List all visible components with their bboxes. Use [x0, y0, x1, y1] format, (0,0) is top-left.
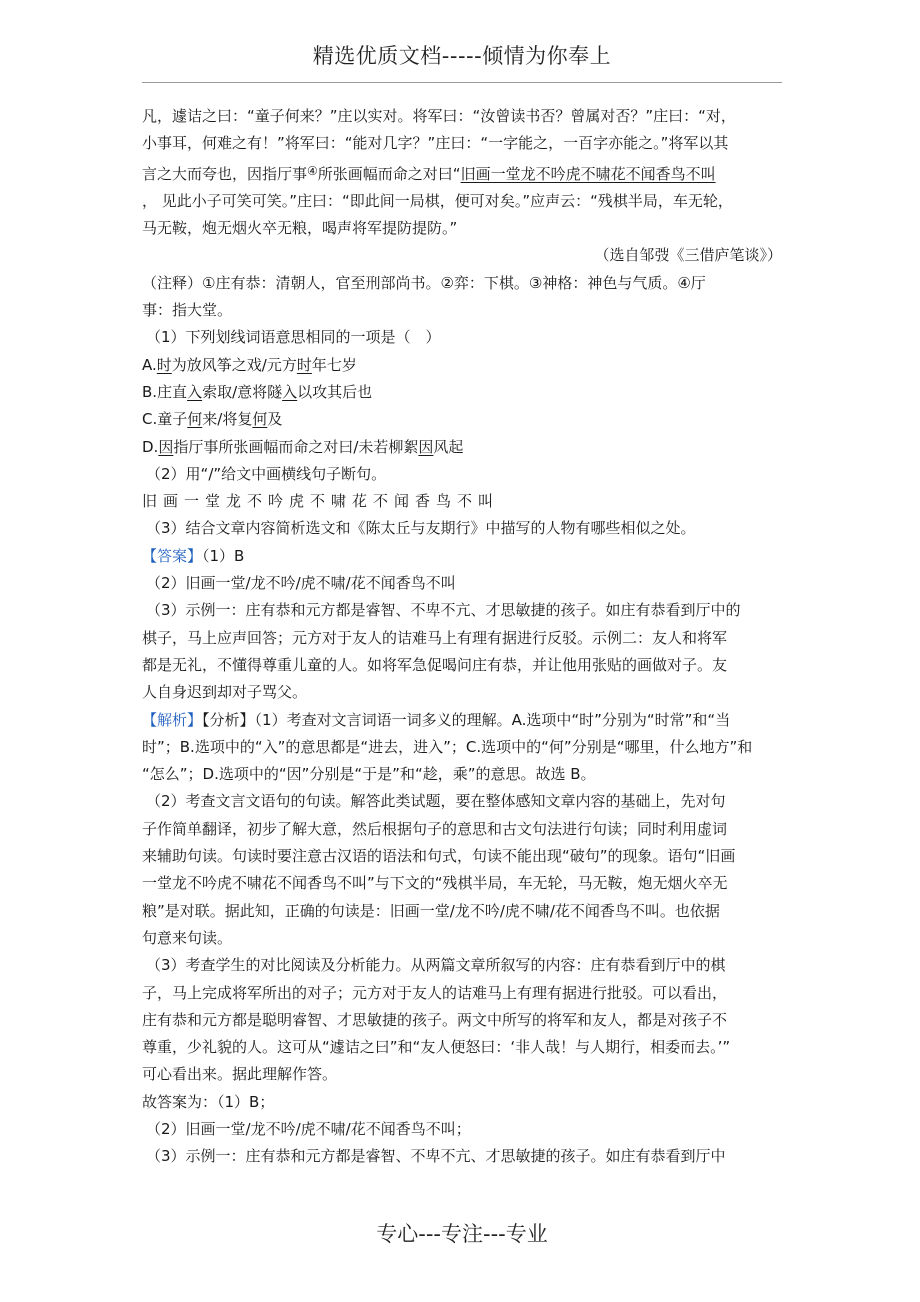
- option-d: D.因指厅事所张画幅而命之对曰/未若柳絮因风起: [142, 437, 464, 456]
- story-line: 凡，遽诘之曰：“童子何来？”庄以实对。将军曰：“汝曾读书否？曾属对否？”庄曰：“对，: [142, 107, 736, 125]
- analysis-line: 子，马上完成将军所出的对子；元方对于友人的诘难马上有理有据进行批驳。可以看出，: [142, 983, 728, 1002]
- analysis-line: 庄有恭和元方都是聪明睿智、才思敏捷的孩子。两文中所写的将军和友人，都是对孩子不: [142, 1010, 728, 1029]
- option-a: A.时为放风筝之戏/元方时年七岁: [142, 355, 357, 374]
- final-answer-line: （3）示例一：庄有恭和元方都是睿智、不卑不亢、才思敏捷的孩子。如庄有恭看到厅中: [146, 1147, 726, 1166]
- analysis-line: 【解析】【分析】（1）考查对文言词语一词多义的理解。A.选项中“时”分别为“时常”和“当: [142, 710, 731, 729]
- analysis-subtag: 【分析】: [202, 710, 255, 729]
- analysis-line: 子作简单翻译，初步了解大意，然后根据句子的意思和古文句法进行句读；同时利用虚词: [142, 819, 728, 838]
- notes-line: （注释）①庄有恭：清朝人，官至刑部尚书。②弈：下棋。③神格：神色与气质。④厅: [142, 273, 706, 292]
- analysis-tag: 【解析】: [142, 710, 203, 729]
- answer-tag: 【答案】: [142, 546, 203, 565]
- notes-line: 事：指大堂。: [142, 301, 233, 320]
- underlined-sentence: 旧画一堂龙不吟虎不啸花不闻香鸟不叫: [460, 164, 716, 183]
- answer-line: 人自身迟到却对子骂父。: [142, 683, 308, 702]
- answer-line: 棋子，马上应声回答；元方对于友人的诘难马上有理有据进行反驳。示例二：友人和将军: [142, 628, 728, 647]
- final-answer-line: 故答案为：（1）B；: [142, 1092, 275, 1111]
- analysis-line: （2）考查文言文语句的句读。解答此类试题，要在整体感知文章内容的基础上，先对句: [146, 792, 726, 811]
- analysis-line: 时”；B.选项中的“入”的意思都是“进去，进入”；C.选项中的“何”分别是“哪里，什么地方”和: [142, 737, 753, 756]
- header-divider: [142, 82, 782, 83]
- question-2: （2）用“/”给文中画横线句子断句。: [146, 464, 387, 483]
- analysis-line: 尊重，少礼貌的人。这可从“遽诘之曰”和“友人便怒曰：‘非人哉！与人期行，相委而去。’”: [142, 1038, 731, 1057]
- document-body: [142, 103, 782, 1171]
- analysis-line: “怎么”；D.选项中的“因”分别是“于是”和“趁，乘”的意思。故选 B。: [142, 765, 596, 784]
- footnote-marker: ④: [307, 163, 318, 178]
- answer-line: （3）示例一：庄有恭和元方都是睿智、不卑不亢、才思敏捷的孩子。如庄有恭看到厅中的: [146, 601, 741, 620]
- analysis-line: 可心看出来。据此理解作答。: [142, 1065, 338, 1084]
- source-citation: （选自邹弢《三借庐笔谈》）: [594, 246, 782, 265]
- analysis-line: 一堂龙不吟虎不啸花不闻香鸟不叫”与下文的“残棋半局，车无轮，马无鞍，炮无烟火卒无: [142, 874, 728, 893]
- analysis-line: 句意来句读。: [142, 928, 233, 947]
- analysis-line: 粮”是对联。据此知，正确的句读是：旧画一堂/龙不吟/虎不啸/花不闻香鸟不叫。也依据: [142, 901, 720, 920]
- story-line: 马无鞍，炮无烟火卒无粮，喝声将军提防提防。”: [142, 219, 458, 238]
- answer-line: 都是无礼，不懂得尊重儿童的人。如将军急促喝问庄有恭，并让他用张贴的画做对子。友: [142, 655, 728, 674]
- answer-line: （2）旧画一堂/龙不吟/虎不啸/花不闻香鸟不叫: [146, 574, 456, 593]
- analysis-line: 来辅助句读。句读时要注意古汉语的语法和句式，句读不能出现“破句”的现象。语句“旧画: [142, 847, 736, 866]
- question-3: （3）结合文章内容简析选文和《陈太丘与友期行》中描写的人物有哪些相似之处。: [146, 519, 696, 538]
- option-b: B.庄直入索取/意将隧入以攻其后也: [142, 382, 373, 401]
- analysis-line: （3）考查学生的对比阅读及分析能力。从两篇文章所叙写的内容：庄有恭看到厅中的棋: [146, 956, 726, 975]
- story-line: ， 见此小子可笑可笑。”庄曰：“即此间一局棋，便可对矣。”应声云：“残棋半局，车无轮，: [142, 191, 733, 210]
- story-line: 小事耳，何难之有！”将军曰：“能对几字？”庄曰：“一字能之，一百字亦能之。”将军以其: [142, 134, 729, 153]
- question-2-sentence: 旧画一堂龙不吟虎不啸花不闻香鸟不叫: [142, 492, 500, 511]
- answer-line: 【答案】（1）B: [142, 546, 245, 565]
- page-footer: 专心---专注---专业: [376, 1222, 548, 1246]
- question-1: （1）下列划线词语意思相同的一项是（ ）: [146, 328, 441, 347]
- final-answer-line: （2）旧画一堂/龙不吟/虎不啸/花不闻香鸟不叫；: [146, 1119, 471, 1138]
- page-header: 精选优质文档-----倾情为你奉上: [312, 44, 612, 68]
- option-c: C.童子何来/将复何及: [142, 410, 283, 429]
- story-line: 言之大而夸也，因指厅事④所张画幅而命之对曰“旧画一堂龙不吟虎不啸花不闻香鸟不叫: [142, 163, 716, 183]
